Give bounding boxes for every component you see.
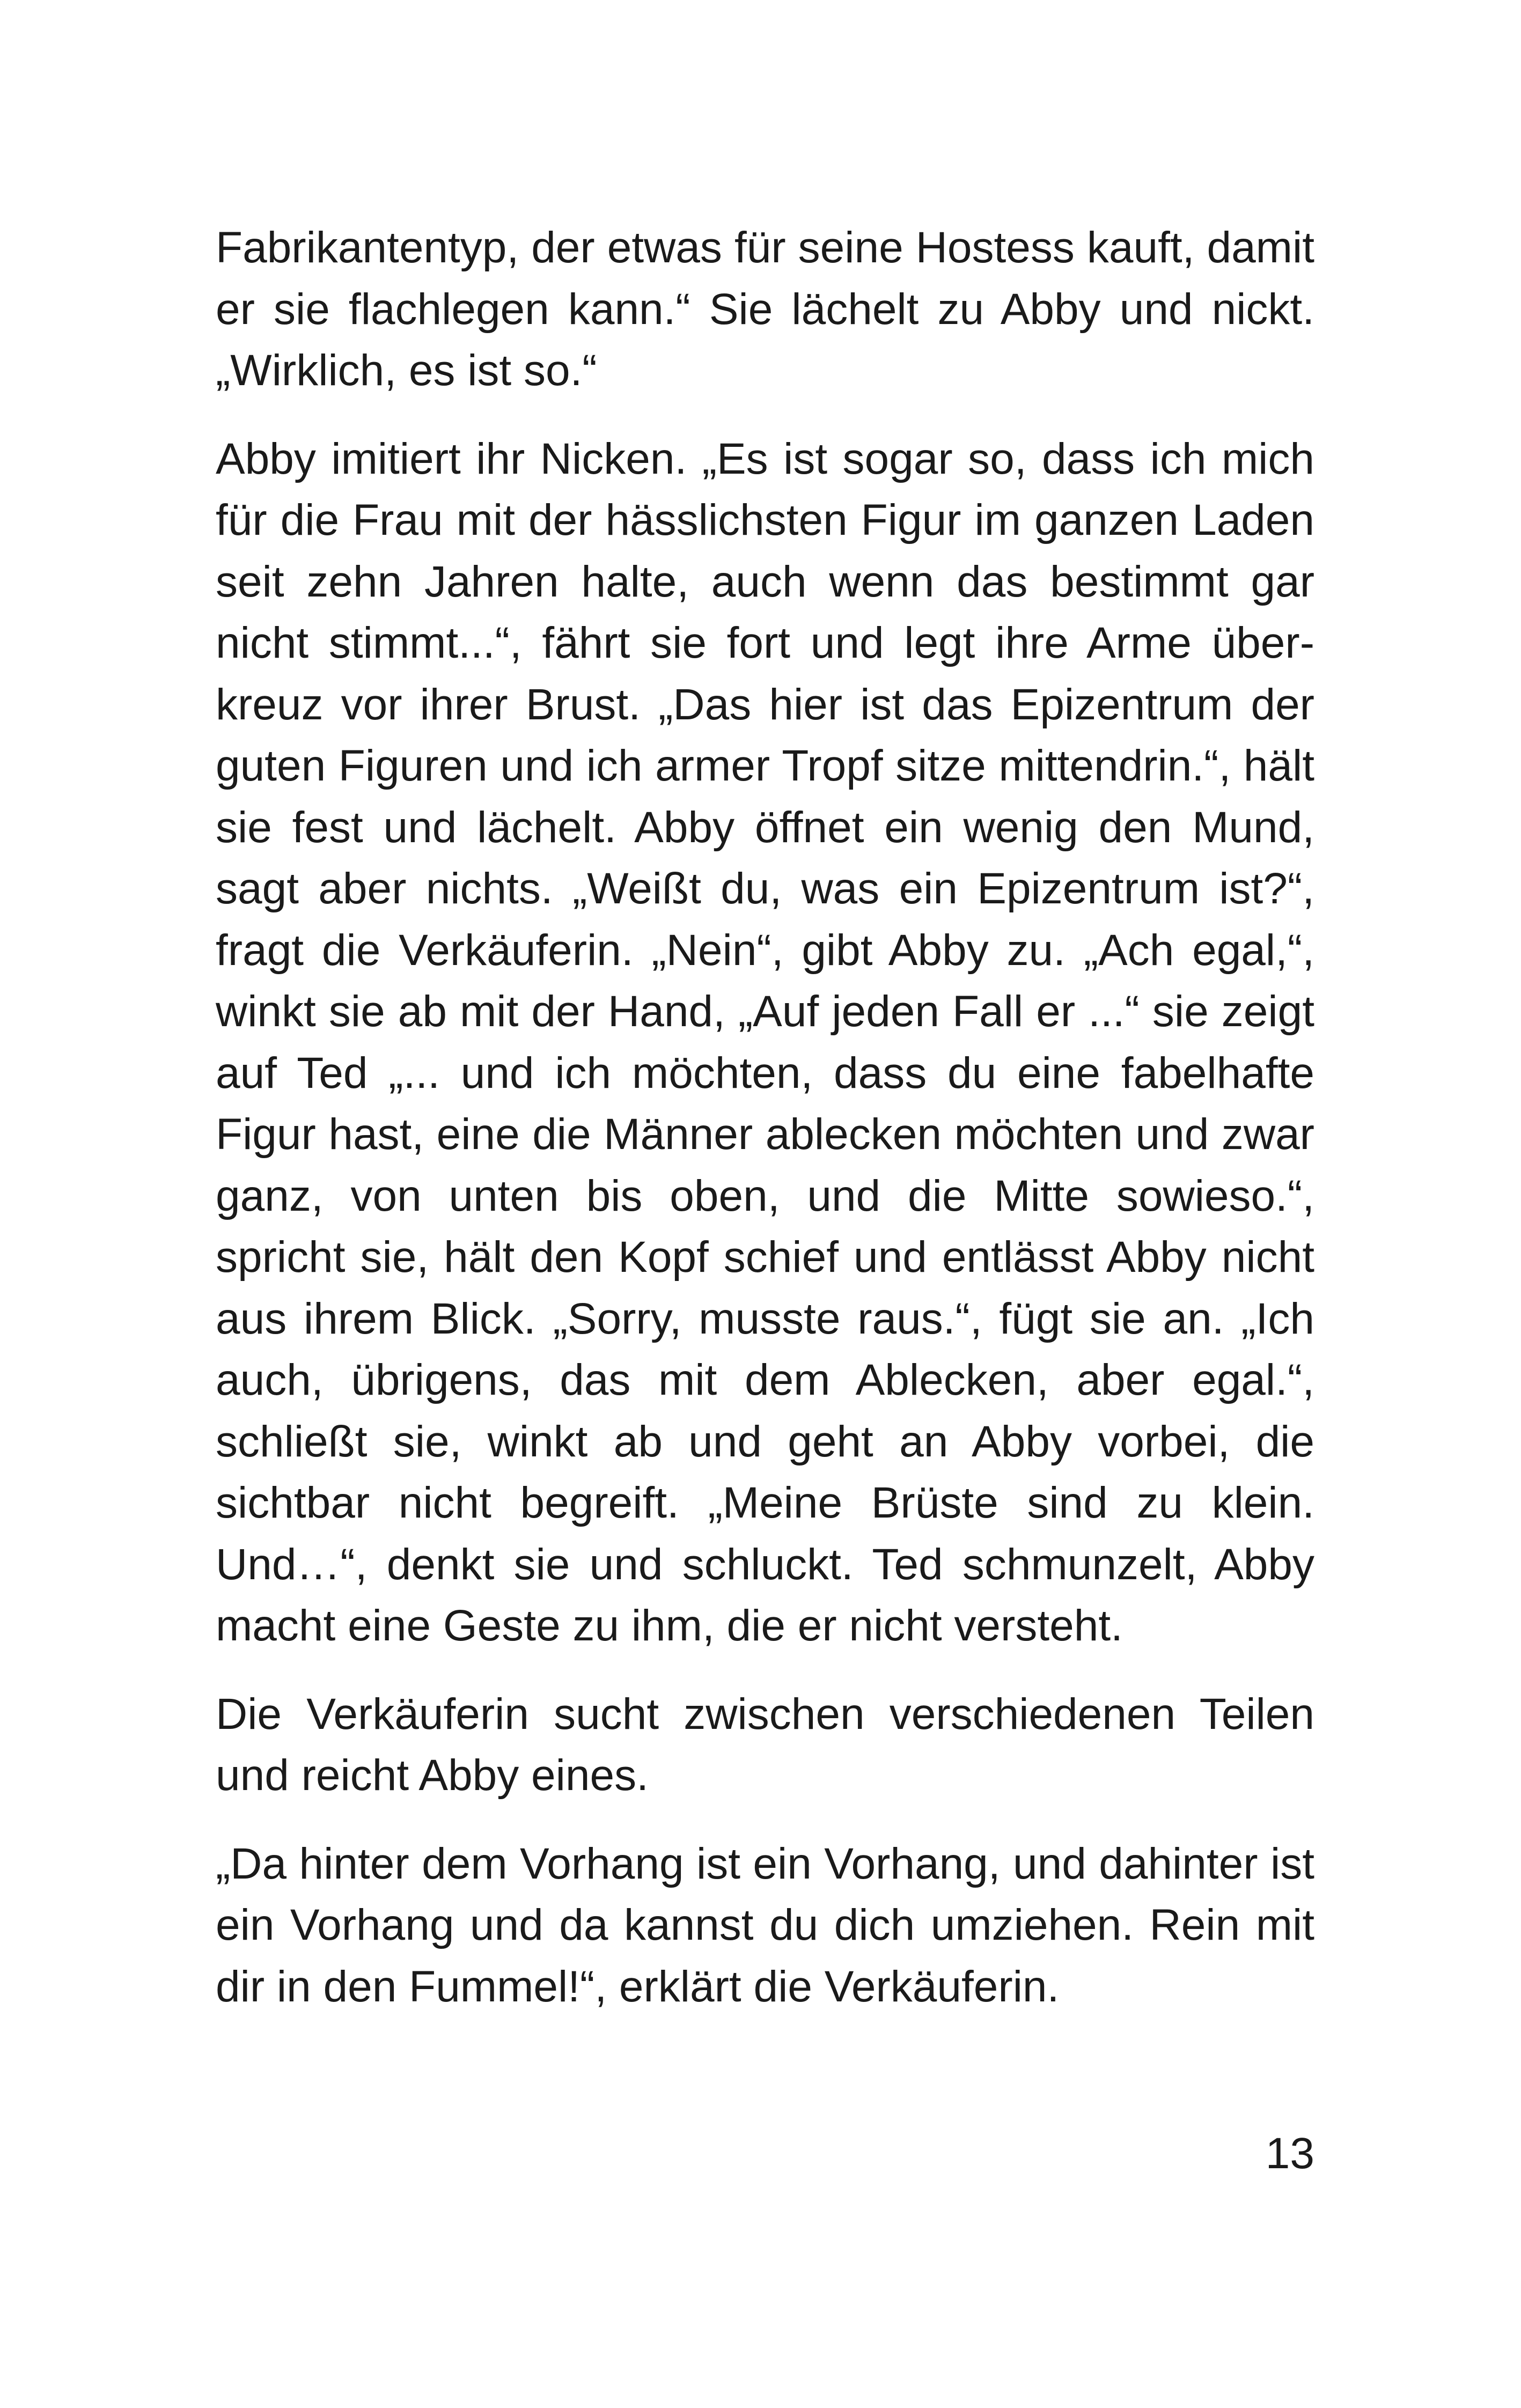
page-number: 13 <box>1265 2129 1314 2178</box>
paragraph-3: Die Verkäuferin sucht zwischen verschiedenen Teilen und reicht Abby eines. <box>216 1689 1314 1800</box>
paragraph-2: Abby imitiert ihr Nicken. „Es ist sogar so, dass ich mich für die Frau mit der hässlichsten Figur im ganzen Laden seit zehn Jahren halte, auch wenn das bestimmt gar nicht stimmt...“, fährt sie fort und legt ihre Arme überkreuz vor ihrer Brust. „Das hier ist das Epizentrum der guten Figuren und ich armer Tropf sitze mittendrin.“, hält sie fest und lächelt. Abby öffnet ein wenig den Mund, sagt aber nichts. „Weißt du, was ein Epizentrum ist?“, fragt die Verkäuferin. „Nein“, gibt Abby zu. „Ach egal,“, winkt sie ab mit der Hand, „Auf jeden Fall er ...“ sie zeigt auf Ted „... und ich möchten, dass du eine fabelhafte Figur hast, eine die Männer ablecken möchten und zwar ganz, von unten bis oben, und die Mitte sowieso.“, spricht sie, hält den Kopf schief und entlässt Abby nicht aus ihrem Blick. „Sorry, musste raus.“, fügt sie an. „Ich auch, übrigens, das mit dem Ablecken, aber egal.“, schließt sie, winkt ab und geht an Abby vorbei, die sichtbar nicht begreift. „Meine Brüste sind zu klein. Und…“, denkt sie und schluckt. Ted schmunzelt, Abby macht eine Geste zu ihm, die er nicht versteht. <box>216 434 1314 1650</box>
paragraph-4: „Da hinter dem Vorhang ist ein Vorhang, und dahinter ist ein Vorhang und da kannst du dich umziehen. Rein mit dir in den Fummel!“, erklärt die Verkäuferin. <box>216 1839 1314 2011</box>
paragraph-1: Fabrikantentyp, der etwas für seine Hostess kauft, damit er sie flachlegen kann.“ Sie lächelt zu Abby und nickt. „Wirklich, es ist so.“ <box>216 223 1314 395</box>
body-text <box>216 217 1314 2044</box>
